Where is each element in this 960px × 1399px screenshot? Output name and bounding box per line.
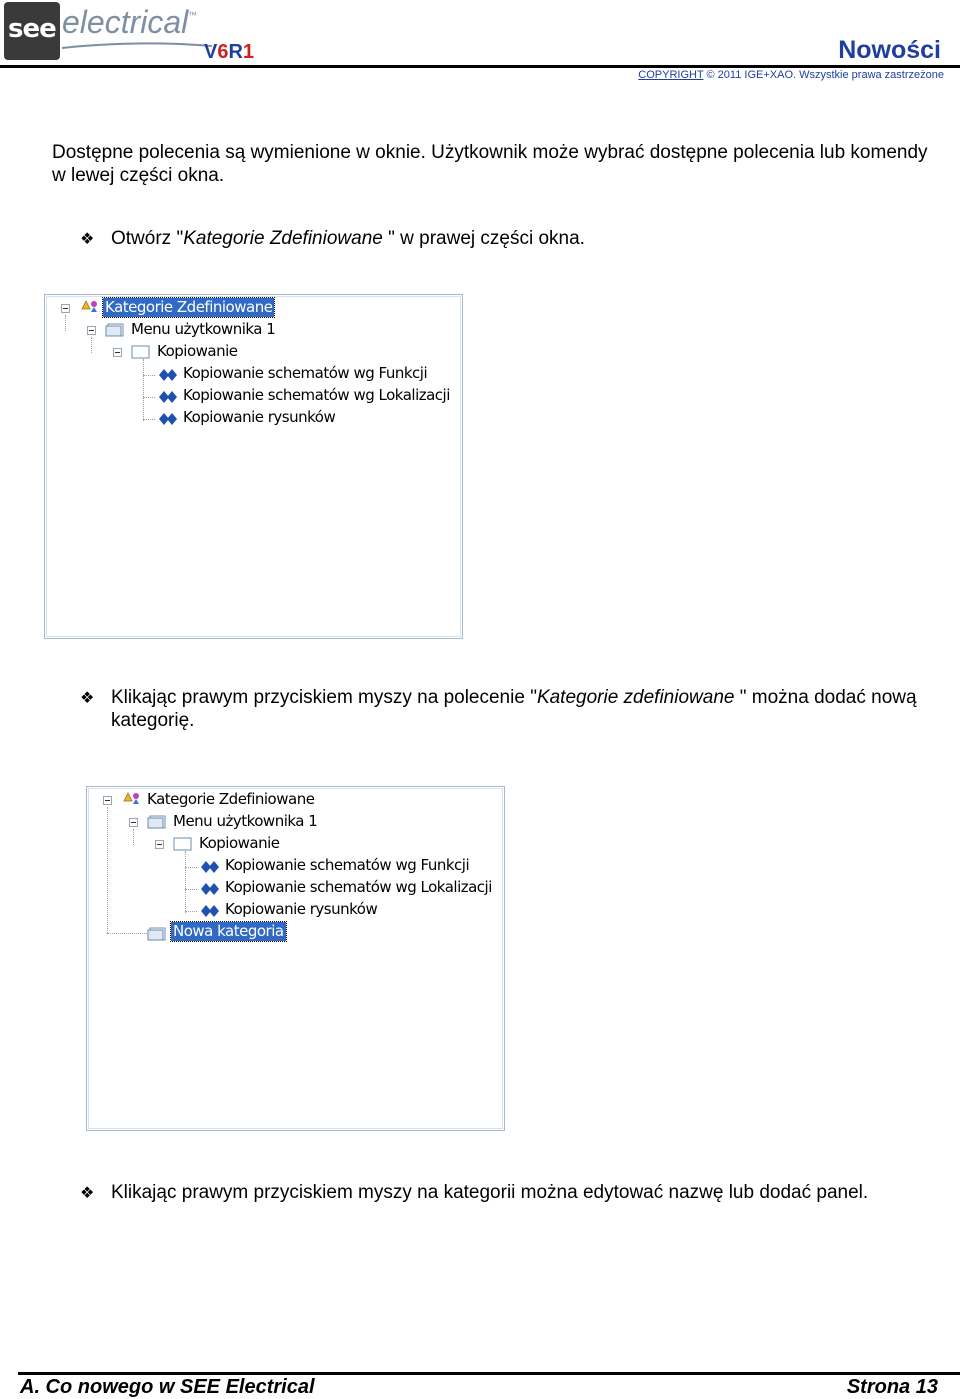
footer-rule: [18, 1372, 960, 1375]
folder-icon: [147, 813, 167, 829]
bullet-2-post: " można dodać nową kategorię.: [111, 687, 917, 731]
version-r: R: [228, 41, 243, 63]
tree-panel-2-border: [88, 788, 503, 1129]
bullet-2-emphasis: Kategorie zdefiniowane: [536, 687, 735, 708]
intro-paragraph: Dostępne polecenia są wymienione w oknie. Użytkownik może wybrać dostępne polecenia lub komendy w lewej części okna.: [52, 142, 928, 186]
collapse-icon[interactable]: [103, 796, 112, 805]
tree-node-cmd-1[interactable]: Kopiowanie schematów wg Funkcji: [225, 856, 470, 874]
command-icon: [199, 881, 221, 897]
diamond-bullet-icon: ❖: [80, 690, 95, 707]
tree-line: [65, 315, 66, 331]
tree-line: [107, 807, 108, 933]
logo-see-text: see: [8, 14, 56, 44]
section-title: Nowości: [838, 36, 941, 64]
copyright-link[interactable]: COPYRIGHT: [638, 69, 704, 81]
collapse-icon[interactable]: [155, 840, 164, 849]
diamond-bullet-icon: ❖: [80, 1185, 95, 1202]
bullet-1-emphasis: Kategorie Zdefiniowane: [183, 228, 383, 249]
logo-electrical-text: electrical: [62, 4, 189, 40]
tree-node-group[interactable]: Kopiowanie: [157, 342, 238, 360]
tree-line: [133, 829, 134, 845]
tree-line: [91, 337, 92, 353]
tree-node-menu[interactable]: Menu użytkownika 1: [131, 320, 276, 338]
categories-icon: [121, 791, 143, 807]
collapse-icon[interactable]: [61, 304, 70, 313]
collapse-icon[interactable]: [87, 326, 96, 335]
bullet-1-post: " w prawej części okna.: [382, 228, 585, 249]
tree-node-root[interactable]: Kategorie Zdefiniowane: [105, 298, 273, 316]
tree-line: [185, 851, 186, 913]
tree-line: [185, 889, 197, 890]
folder-icon: [131, 343, 151, 359]
tree-node-cmd-1[interactable]: Kopiowanie schematów wg Funkcji: [183, 364, 428, 382]
collapse-icon[interactable]: [129, 818, 138, 827]
version-label: [204, 41, 254, 64]
copyright-line: [638, 69, 944, 81]
tree-node-cmd-2[interactable]: Kopiowanie schematów wg Lokalizacji: [183, 386, 450, 404]
command-icon: [157, 411, 179, 427]
tree-panel-2[interactable]: [86, 786, 505, 1131]
tree-line: [143, 359, 144, 421]
bullet-3-text: Klikając prawym przyciskiem myszy na kategorii można edytować nazwę lub dodać panel.: [111, 1182, 869, 1203]
bullet-1-text: [111, 227, 931, 250]
header-rule: [0, 65, 960, 68]
tree-line: [185, 867, 197, 868]
command-icon: [199, 859, 221, 875]
tree-node-cmd-2[interactable]: Kopiowanie schematów wg Lokalizacji: [225, 878, 492, 896]
folder-icon: [173, 835, 193, 851]
copyright-text: © 2011 IGE+XAO. Wszystkie prawa zastrzeżone: [703, 69, 944, 81]
logo-trademark: ™: [188, 10, 197, 20]
diamond-bullet-icon: ❖: [80, 231, 95, 248]
tree-line: [143, 375, 155, 376]
version-1: 1: [242, 41, 255, 63]
tree-node-new-category[interactable]: Nowa kategoria: [173, 922, 284, 940]
tree-panel-1[interactable]: [44, 294, 463, 639]
bullet-2-pre: Klikając prawym przyciskiem myszy na polecenie ": [111, 687, 537, 708]
folder-icon: [147, 925, 167, 941]
tree-node-menu[interactable]: Menu użytkownika 1: [173, 812, 318, 830]
tree-node-cmd-3[interactable]: Kopiowanie rysunków: [183, 408, 336, 426]
version-6: 6: [217, 41, 229, 63]
bullet-1-pre: Otwórz ": [111, 228, 184, 249]
tree-node-group[interactable]: Kopiowanie: [199, 834, 280, 852]
bullet-2-text: [111, 686, 933, 732]
command-icon: [157, 389, 179, 405]
tree-node-root[interactable]: Kategorie Zdefiniowane: [147, 790, 315, 808]
tree-line: [107, 933, 147, 934]
collapse-icon[interactable]: [113, 348, 122, 357]
categories-icon: [79, 299, 101, 315]
tree-line: [185, 911, 197, 912]
tree-line: [143, 397, 155, 398]
command-icon: [199, 903, 221, 919]
footer-chapter: A. Co nowego w SEE Electrical: [20, 1376, 315, 1398]
tree-node-cmd-3[interactable]: Kopiowanie rysunków: [225, 900, 378, 918]
folder-icon: [105, 321, 125, 337]
logo-swoosh: [62, 42, 212, 50]
version-v: V: [204, 41, 218, 63]
tree-line: [143, 419, 155, 420]
tree-panel-1-border: [46, 296, 461, 637]
command-icon: [157, 367, 179, 383]
footer-page-number: Strona 13: [846, 1376, 938, 1398]
